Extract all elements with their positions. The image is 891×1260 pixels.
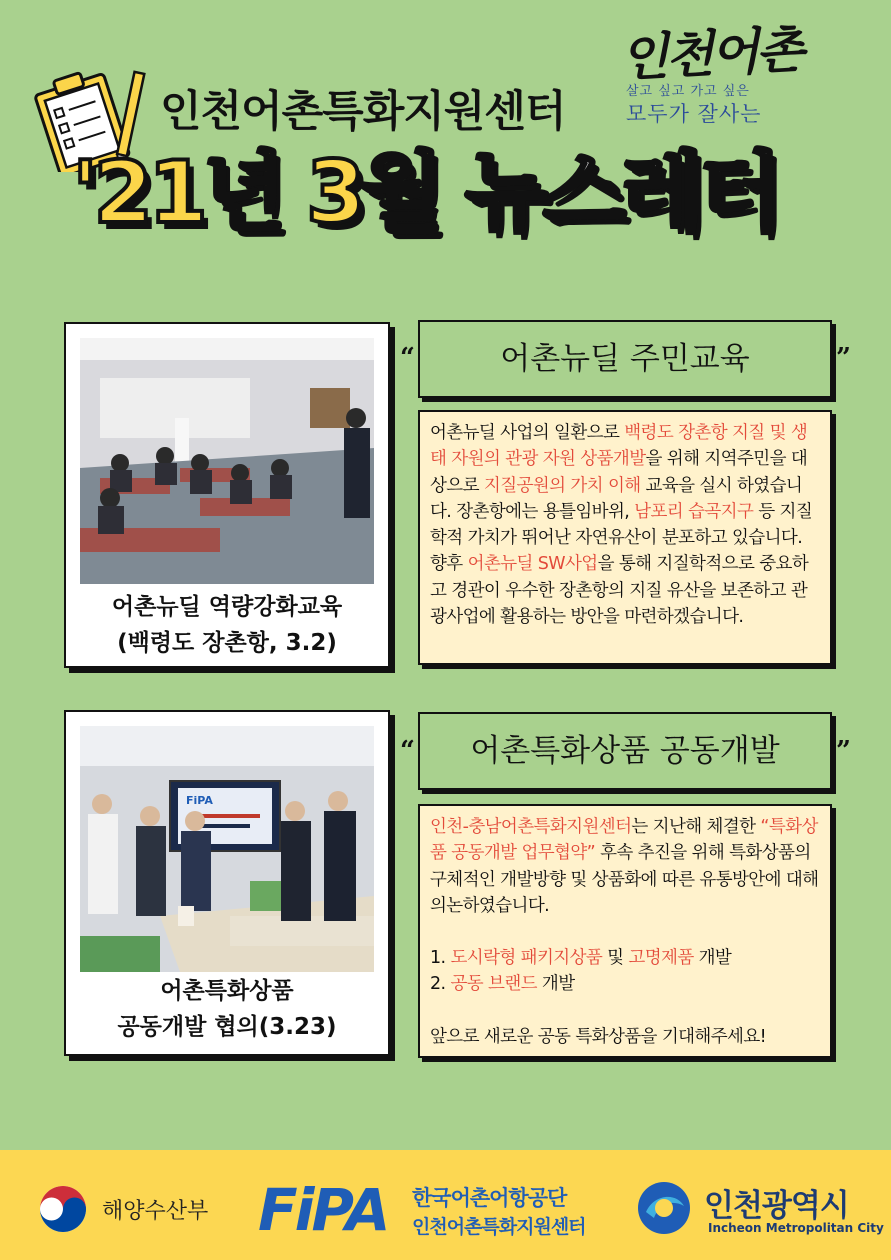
body-text: 을 통해 지질학적으로 중요하고 경관이 우수한 장촌항의 지질 유산을 보존하고 관광사업에 활용하는 방안을 마련하겠습니다. — [430, 554, 809, 627]
body-text: 개발 — [693, 948, 732, 968]
center-name: 인천어촌특화지원센터 — [160, 87, 566, 137]
fipa-logo: FiPA — [258, 1176, 388, 1244]
section2-para1 — [430, 814, 820, 919]
meeting-photo — [80, 726, 374, 972]
highlight-text: 어촌뉴딜 SW사업 — [467, 554, 598, 575]
screen-logo-text: FiPA — [186, 794, 213, 807]
title-newsletter: 뉴스레터 — [464, 143, 778, 243]
product-caption-line1: 어촌특화상품 — [160, 978, 294, 1004]
body-text: 는 지난해 체결한 — [631, 817, 761, 837]
photo-card-product — [64, 710, 390, 1056]
section1-text-box — [418, 410, 832, 665]
highlight-text: 지질공원의 가치 이해 — [483, 475, 641, 496]
title-date: '21년 3월 — [72, 143, 439, 243]
section1-heading-text: 어촌뉴딜 주민교육 — [500, 341, 750, 377]
highlight-text: 고명제품 — [628, 948, 694, 968]
photo-card-education — [64, 322, 390, 668]
highlight-text: 인천-충남어촌특화지원센터 — [430, 817, 632, 837]
quote-open-1: “ — [400, 343, 415, 373]
section2-item1 — [430, 945, 820, 971]
fipa-name-line2: 인천어촌특화지원센터 — [412, 1216, 586, 1238]
mof-emblem-icon — [38, 1184, 88, 1234]
section2-closing: 앞으로 새로운 공동 특화상품을 기대해주세요! — [430, 1026, 767, 1047]
section2-heading-text: 어촌특화상품 공동개발 — [470, 733, 780, 769]
quote-open-2: “ — [400, 736, 415, 766]
incheon-emblem-icon — [636, 1180, 692, 1236]
body-text: 어촌뉴딜 사업의 일환으로 — [430, 423, 625, 443]
body-text: 개발 — [536, 974, 575, 995]
body-text: 교육을 실시 하였습니다. 장촌항에는 용틀임바위, — [430, 475, 803, 522]
body-text: 을 위해 지역주민을 대상으로 — [430, 449, 808, 496]
body-text: 및 — [602, 948, 629, 968]
highlight-text: 공동 브랜드 — [450, 974, 537, 995]
incheon-name-kr: 인천광역시 — [704, 1188, 849, 1224]
body-text: 1. — [430, 948, 451, 968]
fipa-name-line1: 한국어촌어항공단 — [412, 1186, 567, 1210]
brand-slogan-line2: 모두가 잘사는 — [626, 102, 762, 126]
incheon-name-en: Incheon Metropolitan City — [708, 1221, 884, 1235]
highlight-text: 남포리 습곡지구 — [634, 501, 754, 522]
highlight-text: 백령도 장촌항 지질 및 생태 자원의 관광 자원 상품개발 — [430, 423, 808, 470]
education-caption-line2: (백령도 장촌항, 3.2) — [117, 629, 337, 656]
body-text: 후속 추진을 위해 특화상품의 구체적인 개발방향 및 상품화에 따른 유통방안에 대해 의논하였습니다. — [430, 843, 819, 916]
section2-heading — [418, 712, 832, 790]
product-caption-line2: 공동개발 협의(3.23) — [117, 1013, 337, 1040]
highlight-text: “특화상품 공동개발 업무협약” — [430, 817, 818, 864]
education-caption-line1: 어촌뉴딜 역량강화교육 — [111, 594, 343, 620]
education-photo — [80, 338, 374, 584]
body-text: 등 지질학적 가치가 뛰어난 자연유산이 분포하고 있습니다. 향후 — [430, 501, 813, 575]
section2-item2 — [430, 971, 820, 997]
newsletter-title — [72, 143, 778, 243]
section1-body — [430, 423, 812, 627]
section1-heading — [418, 320, 832, 398]
highlight-text: 도시락형 패키지상품 — [450, 948, 603, 968]
body-text: 2. — [430, 974, 451, 995]
quote-close-1: ” — [836, 343, 851, 373]
mof-label: 해양수산부 — [102, 1199, 209, 1224]
brand-logo: 인천어촌 — [618, 19, 803, 88]
brand-slogan-line1: 살고 싶고 가고 싶은 — [626, 84, 750, 99]
quote-close-2: ” — [836, 736, 851, 766]
footer — [0, 1150, 891, 1260]
section2-text-box — [418, 804, 832, 1058]
